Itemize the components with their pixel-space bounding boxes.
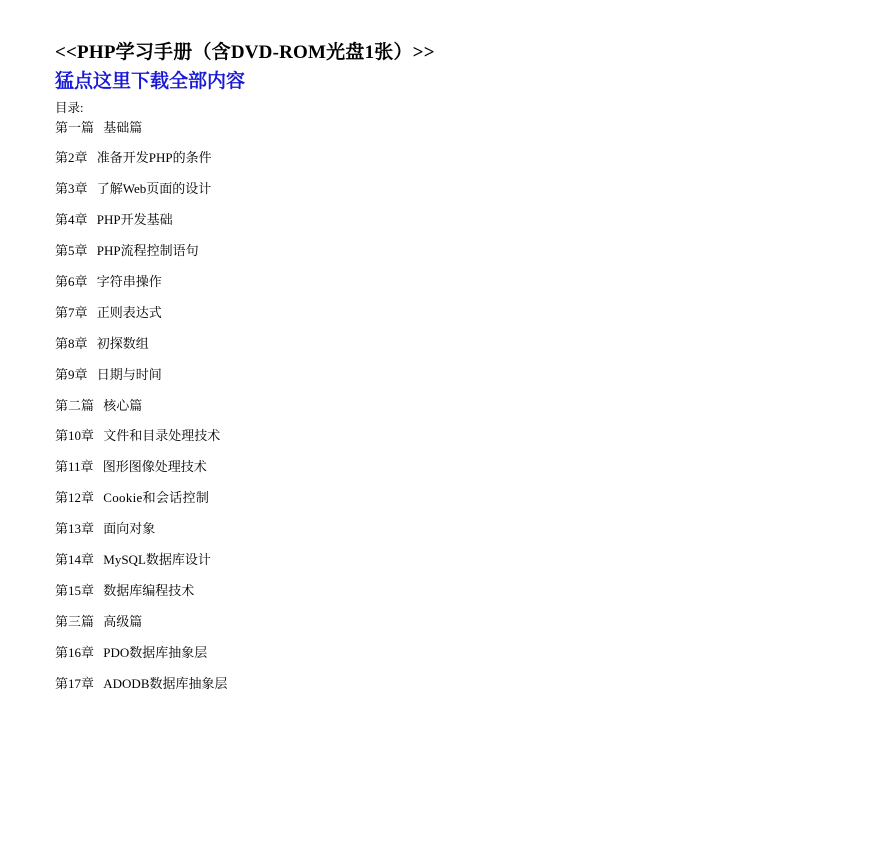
toc-entry-title: 正则表达式 xyxy=(96,304,162,320)
toc-entry-number: 第2章 xyxy=(55,150,88,166)
list-item xyxy=(55,305,870,322)
toc-entry-number: 第二篇 xyxy=(55,397,95,413)
toc-entry-title: 字符串操作 xyxy=(96,274,162,290)
toc-label: 目录: xyxy=(55,101,84,116)
toc-entry-title: 数据库编程技术 xyxy=(103,582,195,598)
toc-entry-number: 第3章 xyxy=(55,181,88,197)
toc-entry-number: 第6章 xyxy=(55,274,88,290)
toc-entry-title: ADODB数据库抽象层 xyxy=(103,675,228,691)
toc-entry-number: 第12章 xyxy=(55,490,95,506)
list-item xyxy=(55,398,870,415)
list-item xyxy=(55,552,870,569)
list-item xyxy=(55,367,870,384)
list-item xyxy=(55,583,870,600)
toc-entry-title: 面向对象 xyxy=(103,521,156,537)
toc-entry-title: MySQL数据库设计 xyxy=(103,552,211,568)
toc-entry-title: Cookie和会话控制 xyxy=(103,490,210,506)
list-item xyxy=(55,336,870,353)
list-item xyxy=(55,212,870,229)
toc-entry-title: PHP流程控制语句 xyxy=(96,243,199,259)
list-item xyxy=(55,181,870,198)
list-item xyxy=(55,645,870,662)
list-item xyxy=(55,428,870,445)
toc-entry-number: 第三篇 xyxy=(55,613,95,629)
list-item xyxy=(55,521,870,538)
list-item xyxy=(55,150,870,167)
toc-entry-title: 基础篇 xyxy=(103,119,143,135)
list-item xyxy=(55,614,870,631)
list-item xyxy=(55,243,870,260)
toc-entry-title: 核心篇 xyxy=(103,397,143,413)
toc-entry-title: 高级篇 xyxy=(103,613,143,629)
page-title: <<PHP学习手册（含DVD-ROM光盘1张）>> xyxy=(55,42,435,63)
download-all-link[interactable]: 猛点这里下载全部内容 xyxy=(55,70,246,92)
toc-entry-number: 第9章 xyxy=(55,366,88,382)
toc-entry-number: 第7章 xyxy=(55,304,88,320)
toc-entry-number: 第11章 xyxy=(55,459,94,475)
toc-entry-number: 第16章 xyxy=(55,644,95,660)
toc-entry-title: 文件和目录处理技术 xyxy=(103,428,221,444)
toc-entry-title: 初探数组 xyxy=(96,335,149,351)
list-item xyxy=(55,676,870,693)
toc-entry-number: 第一篇 xyxy=(55,119,95,135)
list-item xyxy=(55,274,870,291)
toc-entry-title: 图形图像处理技术 xyxy=(102,459,207,475)
toc-entry-title: 了解Web页面的设计 xyxy=(96,181,212,197)
toc-entry-number: 第8章 xyxy=(55,335,88,351)
table-of-contents xyxy=(55,120,870,693)
toc-entry-title: PDO数据库抽象层 xyxy=(103,644,208,660)
toc-entry-number: 第10章 xyxy=(55,428,95,444)
list-item xyxy=(55,490,870,507)
toc-entry-title: PHP开发基础 xyxy=(96,212,173,228)
toc-entry-title: 日期与时间 xyxy=(96,366,162,382)
toc-entry-number: 第14章 xyxy=(55,552,95,568)
list-item xyxy=(55,459,870,476)
toc-entry-number: 第5章 xyxy=(55,243,88,259)
toc-entry-number: 第4章 xyxy=(55,212,88,228)
toc-entry-number: 第15章 xyxy=(55,582,95,598)
toc-entry-title: 准备开发PHP的条件 xyxy=(96,150,212,166)
toc-entry-number: 第13章 xyxy=(55,521,95,537)
toc-entry-number: 第17章 xyxy=(55,675,95,691)
list-item xyxy=(55,120,870,137)
